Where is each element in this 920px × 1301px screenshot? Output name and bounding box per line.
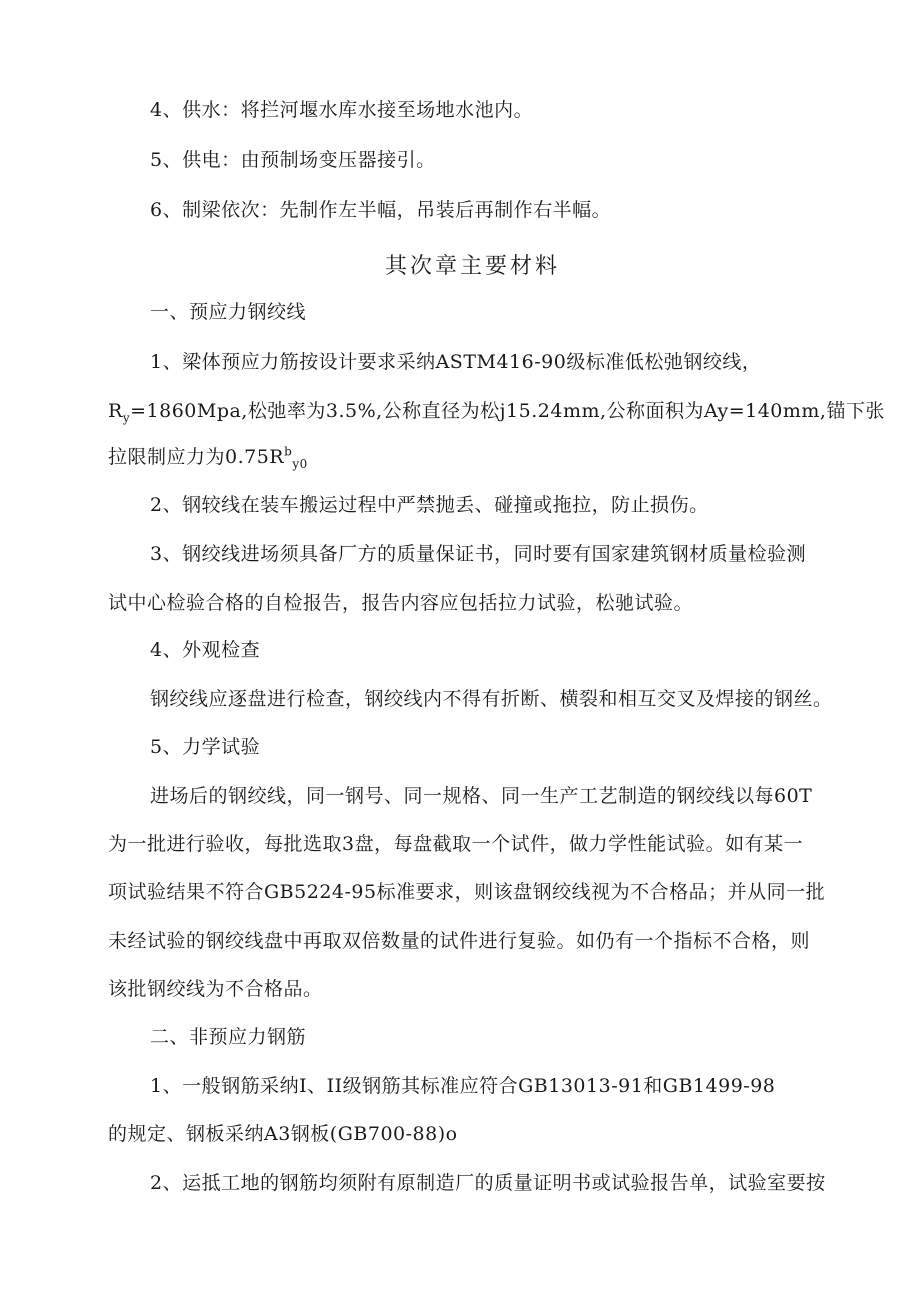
paragraph-strand-spec-line3 xyxy=(108,444,308,470)
paragraph-visual-inspection: 钢绞线应逐盘进行检查，钢绞线内不得有折断、横裂和相互交叉及焊接的钢丝。 xyxy=(150,688,833,710)
paragraph-strand-transport: 2、钢较线在装车搬运过程中严禁抛丢、碰撞或拖拉，防止损伤。 xyxy=(150,494,709,516)
paragraph-mechanical-test-line3: 项试验结果不符合GB5224-95标准要求，则该盘钢绞线视为不合格品；并从同一批 xyxy=(108,881,826,903)
paragraph-beam-order: 6、制梁依次：先制作左半幅，吊装后再制作右半幅。 xyxy=(150,199,612,221)
control-stress-superscript: b xyxy=(284,444,293,459)
paragraph-water-supply: 4、供水：将拦河堰水库水接至场地水池内。 xyxy=(150,99,534,121)
paragraph-mechanical-test-line1: 进场后的钢绞线，同一钢号、同一规格、同一生产工艺制造的钢绞线以每60T xyxy=(150,785,813,807)
symbol-r: R xyxy=(108,400,123,422)
control-stress-subscript: y0 xyxy=(292,456,308,471)
strand-spec-values: =1860Mpa,松弛率为3.5%,公称直径为松j15.24mm,公称面积为Ay=140mm,锚下张 xyxy=(130,400,885,422)
paragraph-mechanical-test-line2: 为一批进行验收，每批选取3盘，每盘截取一个试件，做力学性能试验。如有某一 xyxy=(108,833,804,855)
symbol-r-subscript: y xyxy=(122,410,131,425)
paragraph-mechanical-test-line5: 该批钢绞线为不合格品。 xyxy=(108,978,323,1000)
control-stress-text: 拉限制应力为0.75R xyxy=(108,446,285,468)
paragraph-rebar-standard-line2: 的规定、钢板采纳A3钢板(GB700-88)o xyxy=(108,1123,458,1145)
subsection-title-mechanical-test: 5、力学试验 xyxy=(150,736,261,758)
paragraph-strand-spec-line2 xyxy=(108,398,885,424)
paragraph-rebar-certificate-line1: 2、运抵工地的钢筋均须附有原制造厂的质量证明书或试验报告单，试验室要按 xyxy=(150,1172,826,1194)
section-title-prestressed-strand: 一、预应力钢绞线 xyxy=(150,301,307,323)
paragraph-power-supply: 5、供电：由预制场变压器接引。 xyxy=(150,149,436,171)
paragraph-mechanical-test-line4: 未经试验的钢绞线盘中再取双倍数量的试件进行复验。如仍有一个指标不合格，则 xyxy=(108,930,811,952)
section-title-non-prestressed-rebar: 二、非预应力钢筋 xyxy=(150,1026,307,1048)
paragraph-strand-certificate-line1: 3、钢绞线进场须具备厂方的质量保证书，同时要有国家建筑钢材质量检验测 xyxy=(150,543,807,565)
paragraph-strand-spec-line1: 1、梁体预应力筋按设计要求采纳ASTM416-90级标准低松弛钢绞线， xyxy=(150,351,762,373)
paragraph-strand-certificate-line2: 试中心检验合格的自检报告，报告内容应包括拉力试验，松驰试验。 xyxy=(108,592,694,614)
paragraph-rebar-standard-line1: 1、一般钢筋采纳I、II级钢筋其标准应符合GB13013-91和GB1499-98 xyxy=(150,1075,776,1097)
chapter-title: 其次章主要材料 xyxy=(385,254,561,279)
subsection-title-visual-inspection: 4、外观检查 xyxy=(150,639,261,661)
